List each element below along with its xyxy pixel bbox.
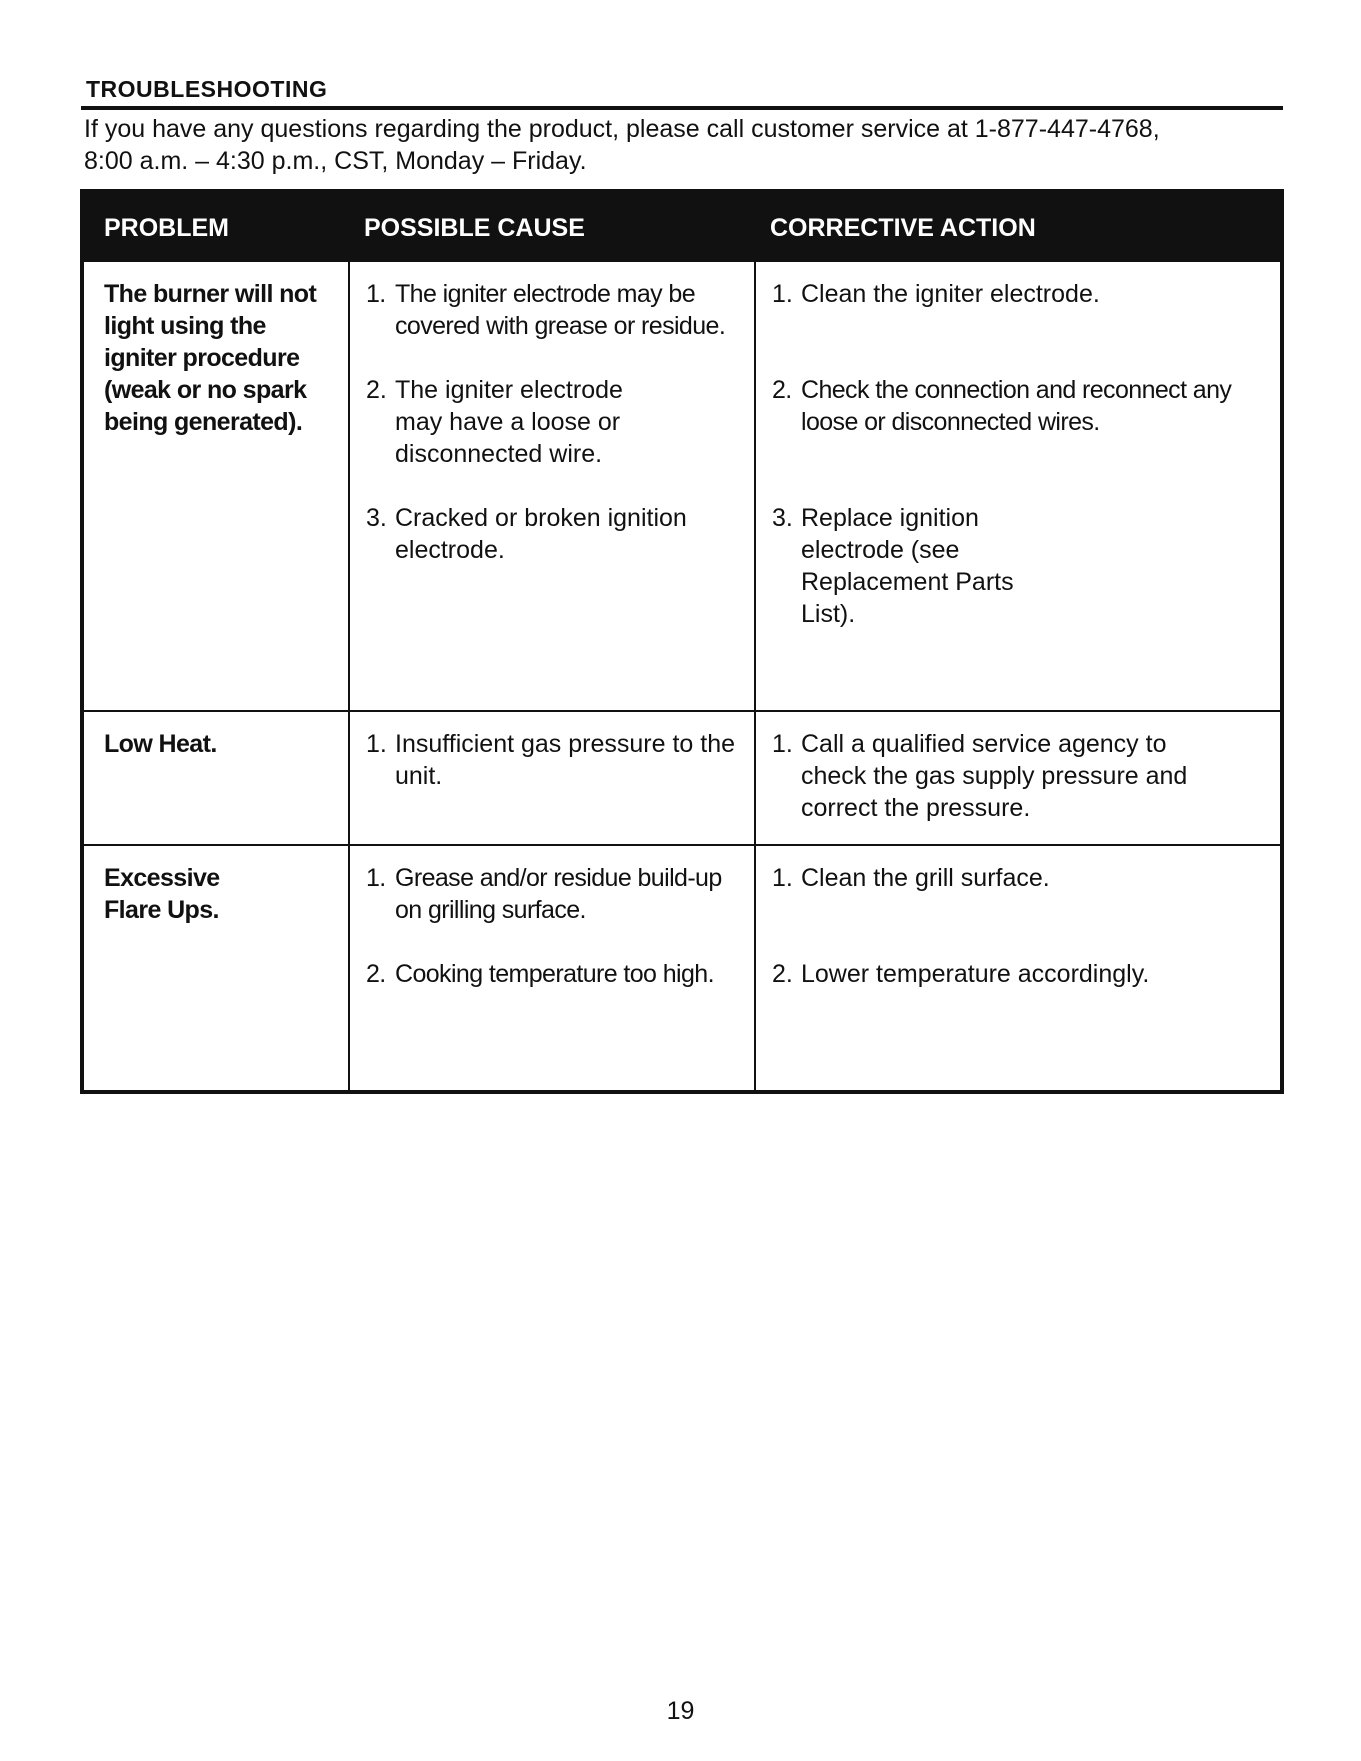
- heading-rule: [81, 106, 1283, 110]
- item-text: Clean the igniter electrode.: [801, 280, 1100, 308]
- item-number: 2.: [772, 960, 793, 988]
- item-text: Clean the grill surface.: [801, 864, 1050, 892]
- item-number: 1.: [772, 864, 793, 892]
- problem-cell: Low Heat.: [104, 730, 217, 758]
- cause-cell: [348, 712, 754, 844]
- item-number: 3.: [366, 504, 387, 532]
- list-item: [366, 958, 754, 990]
- item-number: 1.: [772, 280, 793, 308]
- action-cell: [754, 262, 1280, 710]
- list-item: [366, 502, 754, 566]
- section-heading: TROUBLESHOOTING: [86, 76, 328, 102]
- header-corrective-action: CORRECTIVE ACTION: [770, 214, 1036, 242]
- table-row: [84, 710, 1280, 844]
- list-item: [366, 862, 754, 926]
- item-text: The igniter electrode may be covered with grease or residue.: [395, 280, 726, 340]
- list-item: [772, 728, 1280, 824]
- item-text: Cracked or broken ignition electrode.: [395, 504, 687, 564]
- intro-line-1: If you have any questions regarding the product, please call customer service at 1-877-447-4768,: [84, 115, 1160, 143]
- cause-cell: [348, 262, 754, 710]
- item-number: 1.: [366, 280, 386, 308]
- item-number: 1.: [366, 864, 386, 892]
- table-row: [84, 844, 1280, 1090]
- table-row: [84, 262, 1280, 710]
- item-text: The igniter electrode may have a loose or disconnected wire.: [395, 376, 623, 468]
- item-text: Check the connection and reconnect any loose or disconnected wires.: [801, 376, 1232, 436]
- action-cell: [754, 846, 1280, 1090]
- problem-cell: The burner will not light using the igniter procedure (weak or no spark being generated).: [104, 280, 317, 436]
- item-number: 2.: [366, 960, 386, 988]
- intro-line-2: 8:00 a.m. – 4:30 p.m., CST, Monday – Friday.: [84, 147, 587, 175]
- item-text: Grease and/or residue build-up on grilling surface.: [395, 864, 722, 924]
- list-item: [366, 278, 754, 342]
- item-number: 2.: [366, 376, 387, 404]
- page-number: 19: [666, 1697, 695, 1725]
- list-item: [772, 374, 1280, 438]
- item-text: Lower temperature accordingly.: [801, 960, 1150, 988]
- item-number: 2.: [772, 376, 792, 404]
- troubleshooting-table: [80, 189, 1284, 1094]
- header-possible-cause: POSSIBLE CAUSE: [364, 214, 585, 242]
- header-problem: PROBLEM: [104, 214, 229, 242]
- item-number: 1.: [772, 730, 793, 758]
- list-item: [366, 374, 754, 470]
- cause-cell: [348, 846, 754, 1090]
- item-number: 3.: [772, 504, 793, 532]
- item-text: Insufficient gas pressure to the unit.: [395, 730, 736, 790]
- action-cell: [754, 712, 1280, 844]
- item-number: 1.: [366, 730, 387, 758]
- table-header-row: [84, 193, 1280, 262]
- problem-cell: Excessive Flare Ups.: [104, 864, 220, 924]
- list-item: [772, 502, 1280, 630]
- item-text: Call a qualified service agency to check the gas supply pressure and correct the pressure.: [801, 730, 1188, 822]
- item-text: Cooking temperature too high.: [395, 960, 714, 988]
- list-item: [772, 958, 1280, 990]
- intro-text: [84, 113, 1284, 177]
- list-item: [772, 862, 1280, 894]
- list-item: [772, 278, 1280, 310]
- list-item: [366, 728, 754, 792]
- item-text: Replace ignition electrode (see Replacement Parts List).: [801, 504, 1014, 628]
